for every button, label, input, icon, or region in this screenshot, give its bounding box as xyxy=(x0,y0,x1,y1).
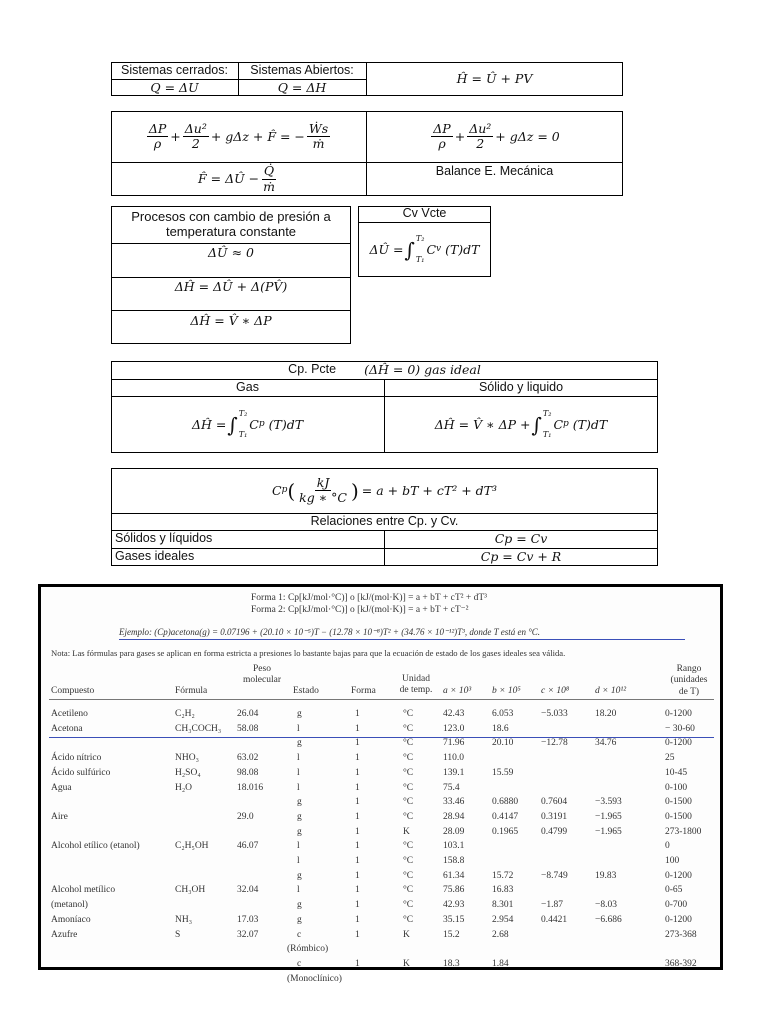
cell-range: 0-1200 xyxy=(665,914,692,925)
table-row xyxy=(41,871,720,886)
cell-form: 1 xyxy=(355,841,360,852)
cell-range: 0-1500 xyxy=(665,811,692,822)
solids-liquids-eq: Cp = Cv xyxy=(494,531,548,547)
solids-liquids-label: Sólidos y líquidos xyxy=(115,531,213,546)
cell-range: 0-100 xyxy=(665,782,688,793)
cell-coef-b: 0.4147 xyxy=(492,811,519,822)
cell-compound: (metanol) xyxy=(51,900,88,911)
relations-title: Relaciones entre Cp. y Cv. xyxy=(310,513,459,528)
cell-form: 1 xyxy=(355,797,360,808)
header-d: d × 10¹² xyxy=(595,686,627,696)
cell-molecular-weight: 17.03 xyxy=(237,914,259,925)
cell-state: l xyxy=(297,723,300,734)
cell-temp-unit: K xyxy=(403,929,410,940)
cell-state: g xyxy=(297,797,302,808)
cell-molecular-weight: 29.0 xyxy=(237,811,254,822)
table-row xyxy=(41,930,720,945)
cell-coef-d: −6.686 xyxy=(595,914,622,925)
cell-form: 1 xyxy=(355,870,360,881)
cell-coef-c: 0.7604 xyxy=(541,797,568,808)
cell-formula: C₂H₂ xyxy=(175,709,195,719)
cell-molecular-weight: 63.02 xyxy=(237,753,259,764)
cell-range: 0-1200 xyxy=(665,738,692,749)
cell-range: 368-392 xyxy=(665,958,697,969)
heat-capacity-table-scan xyxy=(38,584,723,984)
cell-molecular-weight: 32.04 xyxy=(237,885,259,896)
header-rango: Rango (unidades de T) xyxy=(670,664,708,697)
closed-systems-title: Sistemas cerrados: xyxy=(121,62,228,77)
table-row xyxy=(41,783,720,798)
cell-coef-d: −1.965 xyxy=(595,826,622,837)
table-row xyxy=(41,738,720,753)
cell-molecular-weight: 46.07 xyxy=(237,841,259,852)
cell-molecular-weight: (Monoclínico) xyxy=(287,973,342,984)
cell-state: l xyxy=(297,767,300,778)
cell-coef-b: 2.68 xyxy=(492,929,509,940)
cell-form: 1 xyxy=(355,738,360,749)
pressure-change-title: Procesos con cambio de presión a temperatura constante xyxy=(131,209,331,239)
cell-range: 0-1500 xyxy=(665,797,692,808)
cell-formula: NH₃ xyxy=(175,914,193,925)
cell-temp-unit: °C xyxy=(403,723,414,734)
cell-coef-d: −8.03 xyxy=(595,900,617,911)
cell-form: 1 xyxy=(355,753,360,764)
enthalpy-eq: Ĥ = Û + PV xyxy=(456,71,533,87)
table-row xyxy=(41,885,720,900)
friction-eq: F̂ = ΔÛ − $\frac{Q̇}{\text{ṁ}}$ xyxy=(198,163,275,194)
cell-temp-unit: °C xyxy=(403,797,414,808)
table-row xyxy=(41,856,720,871)
cell-compound: Agua xyxy=(51,782,72,793)
cell-coef-a: 123.0 xyxy=(443,723,465,734)
cell-temp-unit: °C xyxy=(403,900,414,911)
table-row xyxy=(41,959,720,974)
cell-form: 1 xyxy=(355,826,360,837)
cell-state: g xyxy=(297,900,302,911)
cell-coef-c: 0.4421 xyxy=(541,914,568,925)
header-formula: Fórmula xyxy=(175,686,208,696)
cell-coef-b: 6.053 xyxy=(492,709,514,719)
cell-coef-d: −3.593 xyxy=(595,797,622,808)
cell-range: 0-700 xyxy=(665,900,688,911)
cell-range: 0-1200 xyxy=(665,709,692,719)
ejemplo-text: Ejemplo: (Cp)acetona(g) = 0.07196 + (20.10 × 10⁻⁵)T − (12.78 × 10⁻⁸)T² + (34.76 × 10⁻¹²)T³, donde T está en °C. xyxy=(119,627,541,637)
cell-state: c xyxy=(297,929,302,940)
cell-temp-unit: °C xyxy=(403,811,414,822)
header-c: c × 10⁸ xyxy=(541,686,570,696)
table-row xyxy=(41,724,720,739)
cell-temp-unit: °C xyxy=(403,914,414,925)
cell-temp-unit: °C xyxy=(403,841,414,852)
cell-range: 25 xyxy=(665,753,675,764)
cell-coef-b: 15.72 xyxy=(492,870,514,881)
cell-form: 1 xyxy=(355,885,360,896)
cv-integral-eq: ΔÛ = ∫ T₂ T₁ C v (T)dT xyxy=(369,233,480,264)
cell-formula: S xyxy=(175,929,181,940)
cell-compound: Acetona xyxy=(51,723,83,734)
cell-coef-c: −12.78 xyxy=(541,738,568,749)
cell-coef-a: 103.1 xyxy=(443,841,465,852)
cell-formula: CH₃COCH₃ xyxy=(175,723,222,734)
cell-range: 0-1200 xyxy=(665,870,692,881)
cell-coef-a: 42.93 xyxy=(443,900,465,911)
cell-compound: Alcohol metílico xyxy=(51,885,116,896)
cell-compound: Ácido nítrico xyxy=(51,753,102,764)
cell-molecular-weight: 32.07 xyxy=(237,929,259,940)
cell-coef-a: 139.1 xyxy=(443,767,465,778)
cell-coef-a: 75.4 xyxy=(443,782,460,793)
solid-liquid-header: Sólido y liquido xyxy=(478,379,564,394)
forma2-text: Forma 2: Cp[kJ/mol·°C)] o [kJ/(mol·K)] = a + bT + cT⁻² xyxy=(251,605,469,615)
cell-range: − 30-60 xyxy=(665,723,695,734)
cell-range: 100 xyxy=(665,856,680,866)
cell-coef-a: 28.94 xyxy=(443,811,465,822)
table-row xyxy=(41,841,720,856)
cell-coef-a: 33.46 xyxy=(443,797,465,808)
cell-form: 1 xyxy=(355,767,360,778)
cell-molecular-weight: 98.08 xyxy=(237,767,259,778)
gas-enthalpy-eq: ΔĤ = ∫ T₂ T₁ C p (T)dT xyxy=(191,408,304,439)
cell-coef-a: 35.15 xyxy=(443,914,465,925)
ideal-gases-label: Gases ideales xyxy=(115,549,195,564)
cell-molecular-weight: (Rómbico) xyxy=(287,944,329,955)
open-systems-eq: Q = ΔH xyxy=(277,79,327,95)
cell-coef-b: 0.1965 xyxy=(492,826,519,837)
cell-coef-b: 20.10 xyxy=(492,738,514,749)
cell-coef-a: 61.34 xyxy=(443,870,465,881)
table-row xyxy=(41,797,720,812)
cell-range: 273-1800 xyxy=(665,826,702,837)
cell-compound: Acetileno xyxy=(51,709,88,719)
cell-coef-d: −1.965 xyxy=(595,811,622,822)
cell-state: g xyxy=(297,826,302,837)
cell-coef-b: 2.954 xyxy=(492,914,514,925)
cell-form: 1 xyxy=(355,900,360,911)
table-row xyxy=(41,974,720,989)
enthalpy-change-eq: ΔĤ = ΔÛ + Δ(PV̂) xyxy=(174,279,288,295)
cell-form: 1 xyxy=(355,709,360,719)
cell-range: 10-45 xyxy=(665,767,688,778)
closed-systems-eq: Q = ΔU xyxy=(150,79,199,95)
gas-header: Gas xyxy=(236,379,259,394)
header-estado: Estado xyxy=(293,686,319,696)
cell-range: 0 xyxy=(665,841,670,852)
cell-temp-unit: °C xyxy=(403,870,414,881)
forma1-text: Forma 1: Cp[kJ/mol·°C)] o [kJ/(mol·K)] = a + bT + cT² + dT³ xyxy=(251,593,488,603)
cell-temp-unit: °C xyxy=(403,753,414,764)
cell-form: 1 xyxy=(355,958,360,969)
cell-coef-b: 18.6 xyxy=(492,723,509,734)
cell-form: 1 xyxy=(355,929,360,940)
cell-temp-unit: °C xyxy=(403,885,414,896)
table-row xyxy=(41,944,720,959)
cell-coef-b: 16.83 xyxy=(492,885,514,896)
balance-label: Balance E. Mecánica xyxy=(435,164,554,179)
cp-title: Cp. Pcte (ΔĤ = 0) gas ideal xyxy=(288,362,481,378)
cell-state: g xyxy=(297,709,302,719)
cell-formula: H₂SO₄ xyxy=(175,767,201,778)
mechanical-energy-eq: $\frac{\Delta P}{\rho}$ + $\frac{\text{Δu²}}{2}$ + gΔz + F̂ = − $\frac{\text{Ẇs}}{\text{ṁ}}$ xyxy=(148,120,329,151)
cell-form: 1 xyxy=(355,723,360,734)
cell-coef-c: −5.033 xyxy=(541,709,568,719)
cell-compound: Azufre xyxy=(51,929,78,940)
cell-temp-unit: °C xyxy=(403,856,414,866)
cell-form: 1 xyxy=(355,914,360,925)
cell-temp-unit: °C xyxy=(403,767,414,778)
cell-compound: Aire xyxy=(51,811,68,822)
cell-coef-a: 158.8 xyxy=(443,856,465,866)
cell-form: 1 xyxy=(355,856,360,866)
cv-title: Cv Vcte xyxy=(402,206,447,221)
cell-coef-b: 8.301 xyxy=(492,900,514,911)
cell-compound: Amoníaco xyxy=(51,914,91,925)
cell-range: 0-65 xyxy=(665,885,683,896)
cell-coef-d: 34.76 xyxy=(595,738,617,749)
cell-coef-c: 0.3191 xyxy=(541,811,568,822)
cell-coef-a: 15.2 xyxy=(443,929,460,940)
open-systems-title: Sistemas Abiertos: xyxy=(250,62,354,77)
table-row xyxy=(41,753,720,768)
cell-range: 273-368 xyxy=(665,929,697,940)
header-unidad: Unidad de temp. xyxy=(399,674,433,696)
cell-state: l xyxy=(297,856,300,866)
cell-coef-a: 42.43 xyxy=(443,709,465,719)
cell-coef-b: 15.59 xyxy=(492,767,514,778)
cell-compound: Alcohol etílico (etanol) xyxy=(51,841,140,852)
cell-state: g xyxy=(297,811,302,822)
table-row xyxy=(41,915,720,930)
header-compuesto: Compuesto xyxy=(51,686,95,696)
cell-state: c xyxy=(297,958,302,969)
header-forma: Forma xyxy=(351,686,376,696)
cell-temp-unit: K xyxy=(403,826,410,837)
cell-state: l xyxy=(297,753,300,764)
cell-molecular-weight: 58.08 xyxy=(237,723,259,734)
table-row xyxy=(41,768,720,783)
cell-coef-a: 28.09 xyxy=(443,826,465,837)
ideal-gases-eq: Cp = Cv + R xyxy=(480,549,562,565)
table-row xyxy=(41,812,720,827)
solid-enthalpy-eq: ΔĤ = V̂ ∗ ΔP + ∫ T₂ T₁ C p (T)dT xyxy=(434,408,608,439)
cell-coef-b: 0.6880 xyxy=(492,797,519,808)
cell-coef-a: 18.3 xyxy=(443,958,460,969)
cell-molecular-weight: 26.04 xyxy=(237,709,259,719)
bernoulli-eq: $\frac{\Delta P}{\rho}$ + $\frac{\text{Δu²}}{2}$ + gΔz = 0 xyxy=(433,120,560,151)
cell-coef-c: 0.4799 xyxy=(541,826,568,837)
cell-molecular-weight: 18.016 xyxy=(237,782,264,793)
cell-state: l xyxy=(297,841,300,852)
nota-text: Nota: Las fórmulas para gases se aplican en forma estricta a presiones lo bastante bajas para que la ecuación de estado de los gases ideales sea válida. xyxy=(51,648,566,658)
cell-state: g xyxy=(297,870,302,881)
table-row xyxy=(41,709,720,724)
cp-polynomial-eq: C p ( $\frac{kJ}{kg ∗ ^\circ C}$ ) = a + bT + cT² + dT³ xyxy=(271,474,497,505)
cell-temp-unit: °C xyxy=(403,709,414,719)
table-row xyxy=(41,900,720,915)
cell-formula: CH₃OH xyxy=(175,885,206,896)
cell-formula: C₂H₅OH xyxy=(175,841,209,852)
enthalpy-pressure-eq: ΔĤ = V̂ ∗ ΔP xyxy=(190,313,272,329)
cell-temp-unit: K xyxy=(403,958,410,969)
table-row xyxy=(41,827,720,842)
header-b: b × 10⁵ xyxy=(492,686,521,696)
cell-state: l xyxy=(297,782,300,793)
cell-coef-c: −1.87 xyxy=(541,900,563,911)
cell-coef-c: −8.749 xyxy=(541,870,568,881)
cell-temp-unit: °C xyxy=(403,782,414,793)
cell-state: g xyxy=(297,738,302,749)
cell-coef-a: 71.96 xyxy=(443,738,465,749)
header-peso: Peso molecular xyxy=(243,664,281,686)
header-a: a × 10³ xyxy=(443,686,472,696)
internal-energy-eq: ΔÛ ≈ 0 xyxy=(208,245,254,261)
cell-coef-d: 19.83 xyxy=(595,870,617,881)
cell-coef-b: 1.84 xyxy=(492,958,509,969)
cell-form: 1 xyxy=(355,811,360,822)
cell-state: g xyxy=(297,914,302,925)
cell-compound: Ácido sulfúrico xyxy=(51,767,111,778)
cell-coef-a: 75.86 xyxy=(443,885,465,896)
cell-state: l xyxy=(297,885,300,896)
cell-formula: H₂O xyxy=(175,782,193,793)
cell-temp-unit: °C xyxy=(403,738,414,749)
cell-formula: NHO₃ xyxy=(175,753,199,764)
cell-coef-d: 18.20 xyxy=(595,709,617,719)
cell-form: 1 xyxy=(355,782,360,793)
cell-coef-a: 110.0 xyxy=(443,753,465,764)
